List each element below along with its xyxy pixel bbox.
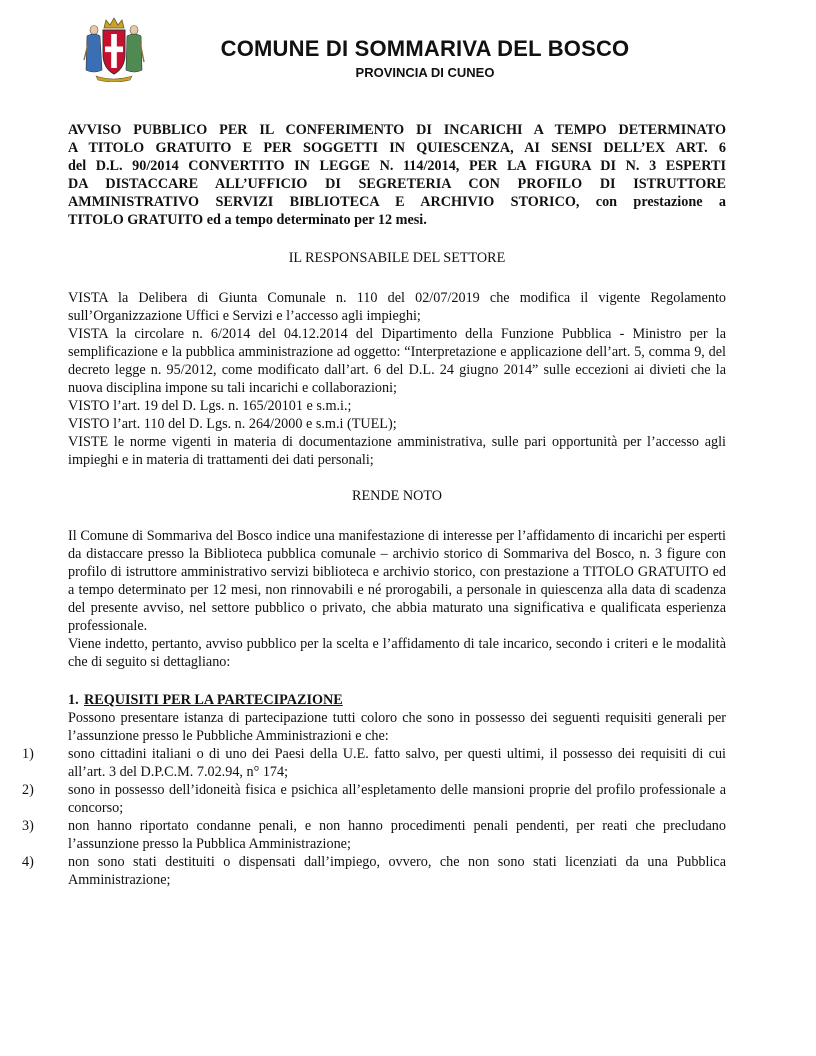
section-heading: [68, 691, 726, 709]
list-item-index: 4): [22, 854, 34, 870]
list-item-index: 3): [22, 818, 34, 834]
list-item-index: 1): [22, 746, 34, 762]
list-item-text: non hanno riportato condanne penali, e non hanno procedimenti penali pendenti, per reati che precludano l’assunzione presso la Pubblica Amministrazione;: [68, 818, 726, 852]
premises-block: [68, 289, 726, 469]
list-item-index: 2): [22, 782, 34, 798]
province-subtitle: PROVINCIA DI CUNEO: [355, 65, 495, 80]
section-title: REQUISITI PER LA PARTECIPAZIONE: [84, 692, 343, 708]
requirements-list: [22, 745, 726, 889]
document-body: [22, 121, 726, 889]
list-item-text: sono in possesso dell’idoneità fisica e psichica all’espletamento delle mansioni proprie del profilo professionale a concorso;: [68, 782, 726, 816]
rende-noto-heading: RENDE NOTO: [352, 488, 442, 504]
premise-paragraph: VISTA la Delibera di Giunta Comunale n. 110 del 02/07/2019 che modifica il vigente Regolamento sull’Organizzazione Uffici e Servizi e l’accesso agli impieghi;: [68, 290, 726, 324]
notice-title-line: A TITOLO GRATUITO E PER SOGGETTI IN QUIESCENZA, AI SENSI DELL’EX ART. 6: [68, 140, 726, 156]
notice-title-line: AMMINISTRATIVO SERVIZI BIBLIOTECA E ARCHIVIO STORICO, con prestazione a: [68, 194, 726, 210]
notice-title: [68, 121, 726, 229]
rende-noto-paragraph: Il Comune di Sommariva del Bosco indice una manifestazione di interesse per l’affidamento di incarichi per esperti da distaccare presso la Biblioteca pubblica comunale – archivio storico di Sommariva del Bosco, n. 3 figure con profilo di istruttore amministrativo servizi biblioteca e archivio storico, con prestazione a TITOLO GRATUITO ed a tempo determinato per 12 mesi, non rinnovabili e né prorogabili, a personale in quiescenza alla data di scadenza del presente avviso, nel settore pubblico o privato, che abbia maturato una significativa e qualificata esperienza professionale.: [68, 528, 726, 634]
list-item: [22, 745, 726, 781]
section-requisiti: [22, 691, 726, 889]
municipality-title: COMUNE DI SOMMARIVA DEL BOSCO: [220, 36, 630, 61]
list-item-text: sono cittadini italiani o di uno dei Paesi della U.E. fatto salvo, per questi ultimi, il possesso dei requisiti di cui all’art. 3 del D.P.C.M. 7.02.94, n° 174;: [68, 746, 726, 780]
list-item: [22, 817, 726, 853]
premise-paragraph: VISTO l’art. 19 del D. Lgs. n. 165/20101 e s.m.i.;: [68, 398, 352, 414]
list-item: [22, 853, 726, 889]
notice-title-line: AVVISO PUBBLICO PER IL CONFERIMENTO DI INCARICHI A TEMPO DETERMINATO: [68, 122, 726, 138]
coat-of-arms-icon: [78, 16, 150, 82]
responsabile-heading: IL RESPONSABILE DEL SETTORE: [288, 250, 506, 266]
premise-paragraph: VISTA la circolare n. 6/2014 del 04.12.2014 del Dipartimento della Funzione Pubblica - Ministro per la semplificazione e la pubblica amministrazione ad oggetto: “Interpretazione e applicazione dell’art. 5, comma 9, del decreto legge n. 95/2012, come modificato dall’art. 6 del D.L. 24 giugno 2014” sulle eccezioni ai divieti che la nuova disciplina impone su tali incarichi e collaborazioni;: [68, 326, 726, 396]
rende-noto-paragraph: Viene indetto, pertanto, avviso pubblico per la scelta e l’affidamento di tale incarico, secondo i criteri e le modalità che di seguito si dettagliano:: [68, 636, 726, 670]
notice-title-line: DA DISTACCARE ALL’UFFICIO DI SEGRETERIA CON PROFILO DI ISTRUTTORE: [68, 176, 726, 192]
section-number: 1.: [68, 692, 79, 708]
premise-paragraph: VISTE le norme vigenti in materia di documentazione amministrativa, sulle pari opportunità per l’accesso agli impieghi e in materia di trattamenti dei dati personali;: [68, 434, 726, 468]
list-item-text: non sono stati destituiti o dispensati dall’impiego, ovvero, che non sono stati licenziati da una Pubblica Amministrazione;: [68, 854, 726, 888]
list-item: [22, 781, 726, 817]
notice-title-line: TITOLO GRATUITO ed a tempo determinato per 12 mesi.: [68, 212, 427, 228]
premise-paragraph: VISTO l’art. 110 del D. Lgs. n. 264/2000 e s.m.i (TUEL);: [68, 416, 397, 432]
notice-title-line: del D.L. 90/2014 CONVERTITO IN LEGGE N. 114/2014, PER LA FIGURA DI N. 3 ESPERTI: [68, 158, 726, 174]
section-intro: Possono presentare istanza di partecipazione tutti coloro che sono in possesso dei seguenti requisiti generali per l’assunzione presso le Pubbliche Amministrazioni e che:: [68, 710, 726, 744]
